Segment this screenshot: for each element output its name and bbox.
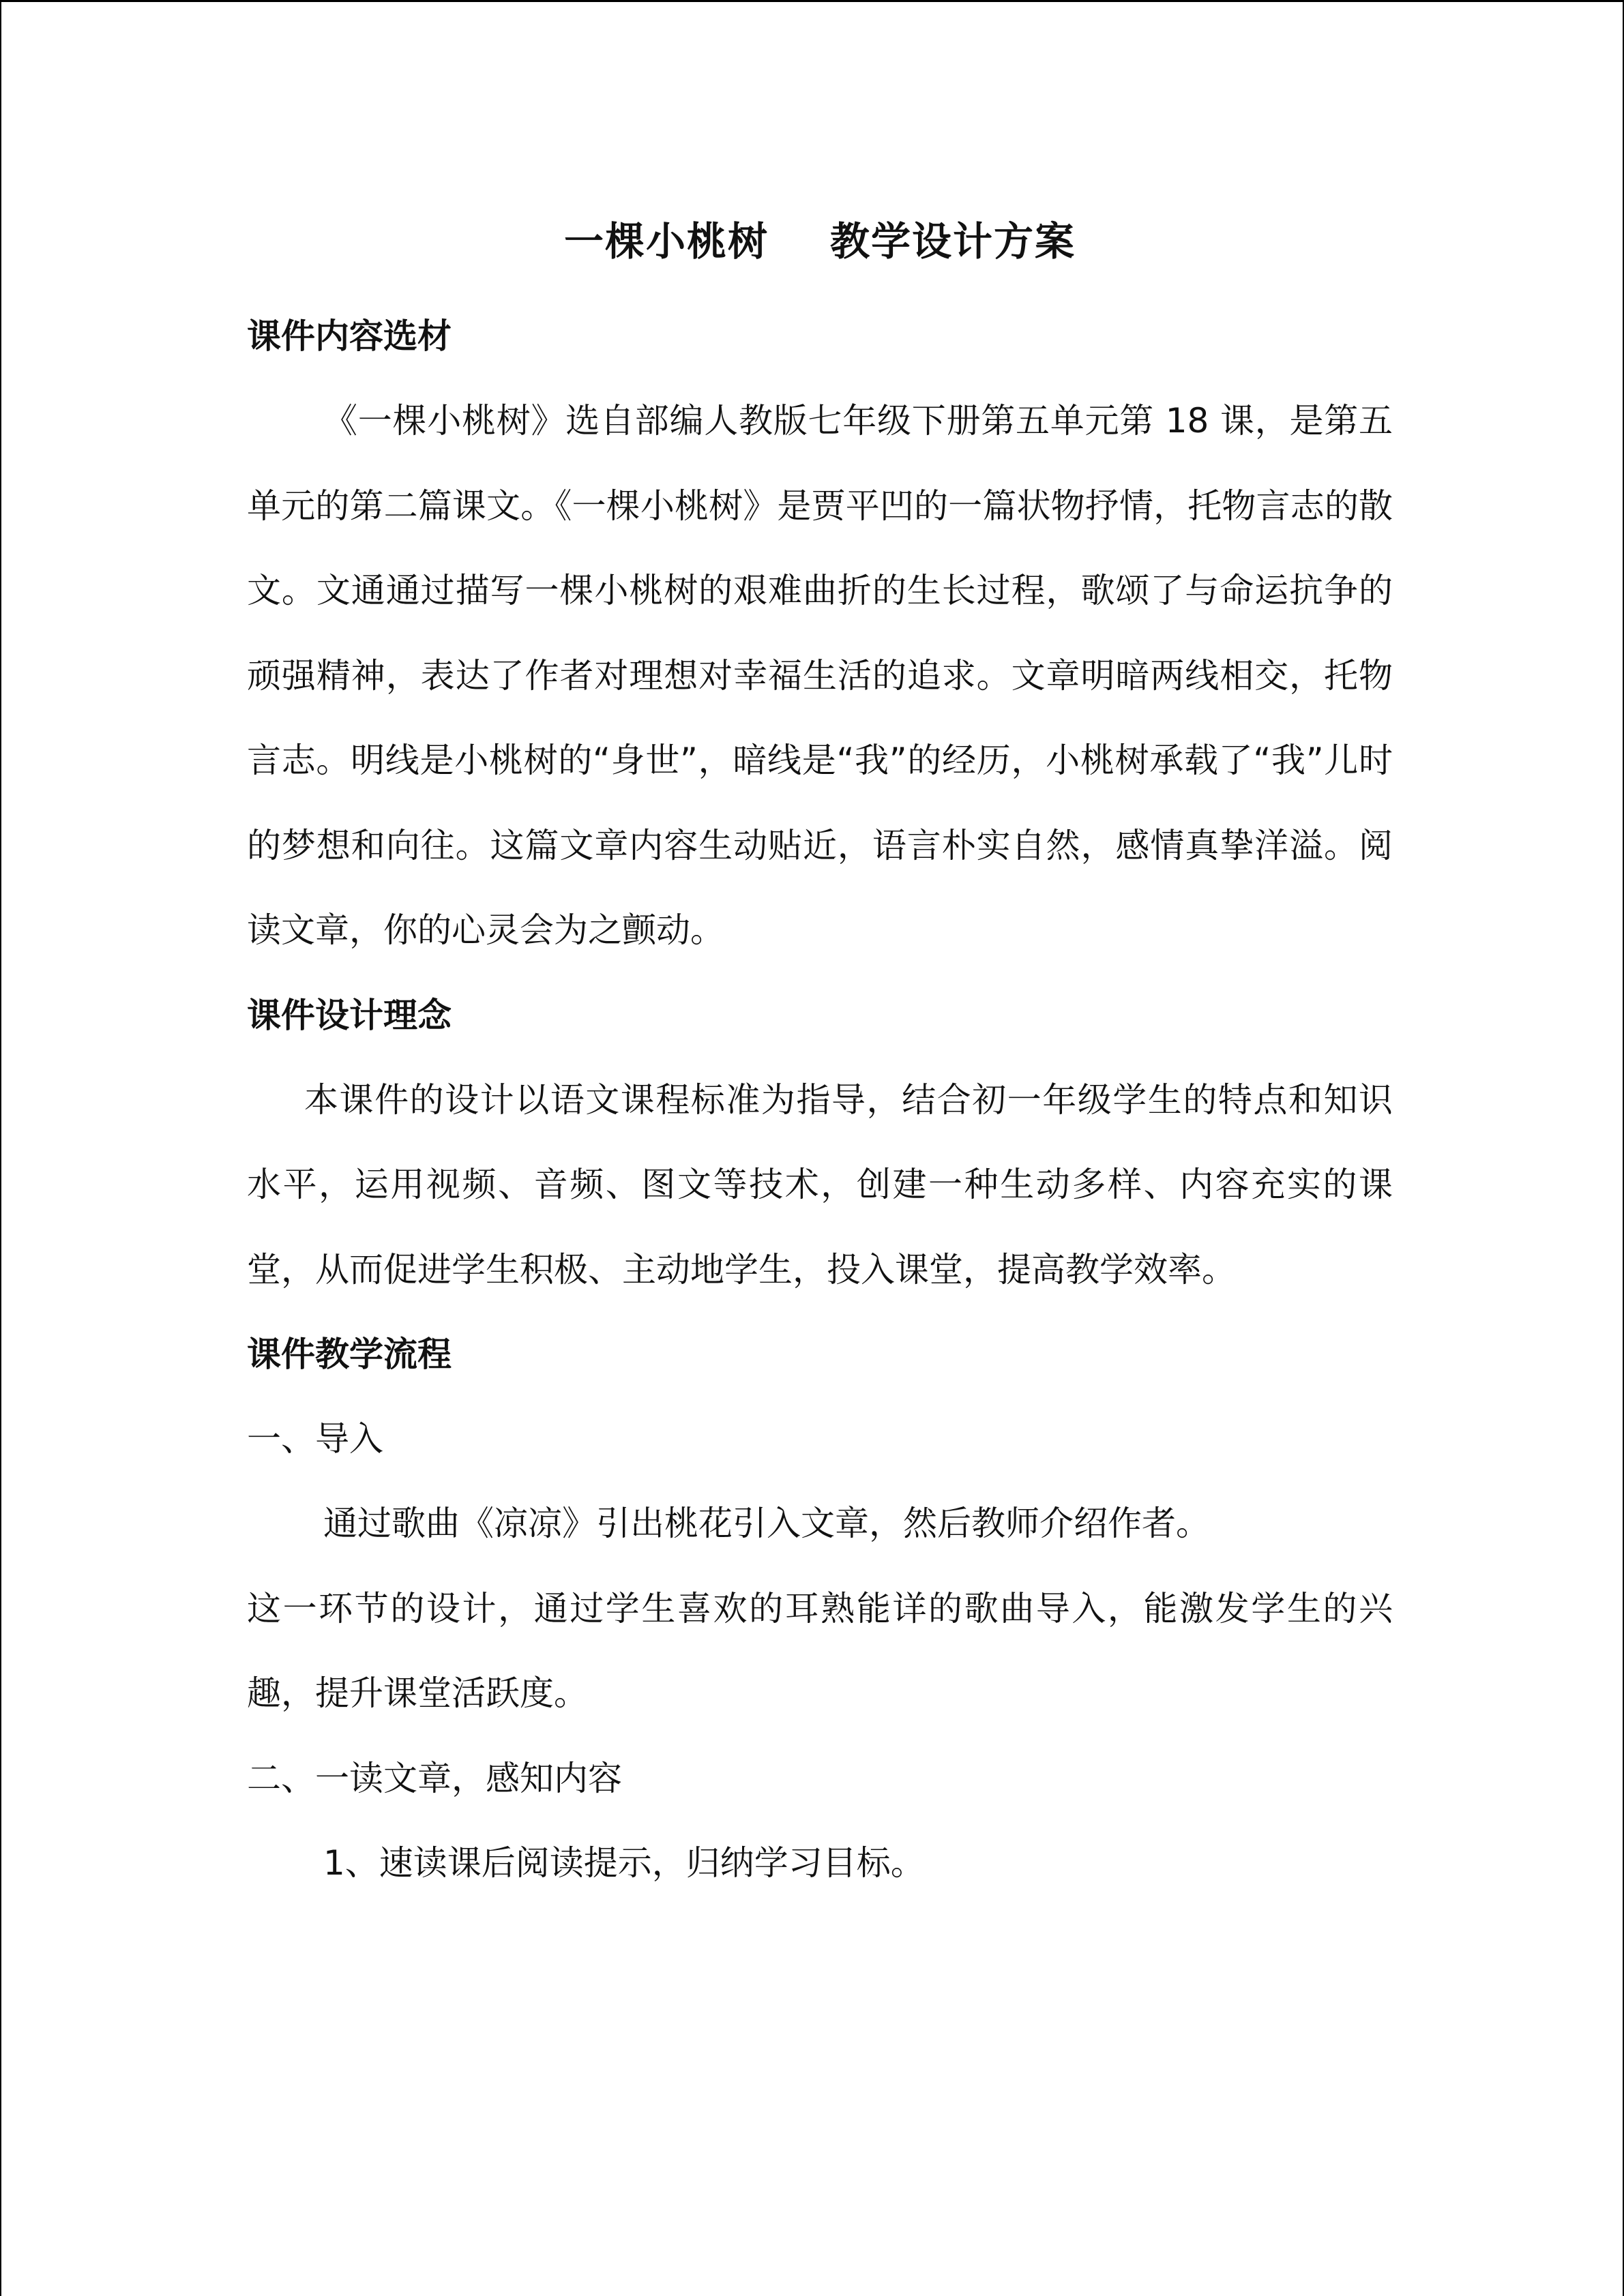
- document-content: [247, 204, 1393, 1905]
- title-part2: 教学设计方案: [830, 218, 1076, 265]
- step-intro-paragraph-indented: 通过歌曲《凉凉》引出桃花引入文章，然后教师介绍作者。: [323, 1504, 1210, 1543]
- step-label-intro: 一、导入: [247, 1419, 383, 1459]
- document-title: [247, 204, 1393, 279]
- step-intro-paragraph: 这一环节的设计，通过学生喜欢的耳熟能详的歌曲导入，能激发学生的兴趣，提升课堂活跃度。: [247, 1588, 1393, 1713]
- section-paragraph-concept: 本课件的设计以语文课程标准为指导，结合初一年级学生的特点和知识水平，运用视频、音频、图文等技术，创建一种生动多样、内容充实的课堂，从而促进学生积极、主动地学生，投入课堂，提高教学效率。: [247, 1079, 1393, 1289]
- step-label-first-reading: 二、一读文章，感知内容: [247, 1758, 622, 1798]
- substep-speed-reading: 1、速读课后阅读提示，归纳学习目标。: [323, 1843, 925, 1883]
- section-heading-material: 课件内容选材: [247, 316, 452, 356]
- section-heading-concept: 课件设计理念: [247, 995, 452, 1035]
- title-part1: 一棵小桃树: [563, 218, 769, 265]
- section-paragraph-material: 《一棵小桃树》选自部编人教版七年级下册第五单元第 18 课，是第五单元的第二篇课文。《一棵小桃树》是贾平凹的一篇状物抒情，托物言志的散文。文通通过描写一棵小桃树的艰难曲折的生长过程，歌颂了与命运抗争的顽强精神，表达了作者对理想对幸福生活的追求。文章明暗两线相交，托物言志。明线是小桃树的“身世”，暗线是“我”的经历，小桃树承载了“我”儿时的梦想和向往。这篇文章内容生动贴近，语言朴实自然，感情真挚洋溢。阅读文章，你的心灵会为之颤动。: [247, 401, 1393, 950]
- section-heading-process: 课件教学流程: [247, 1335, 452, 1374]
